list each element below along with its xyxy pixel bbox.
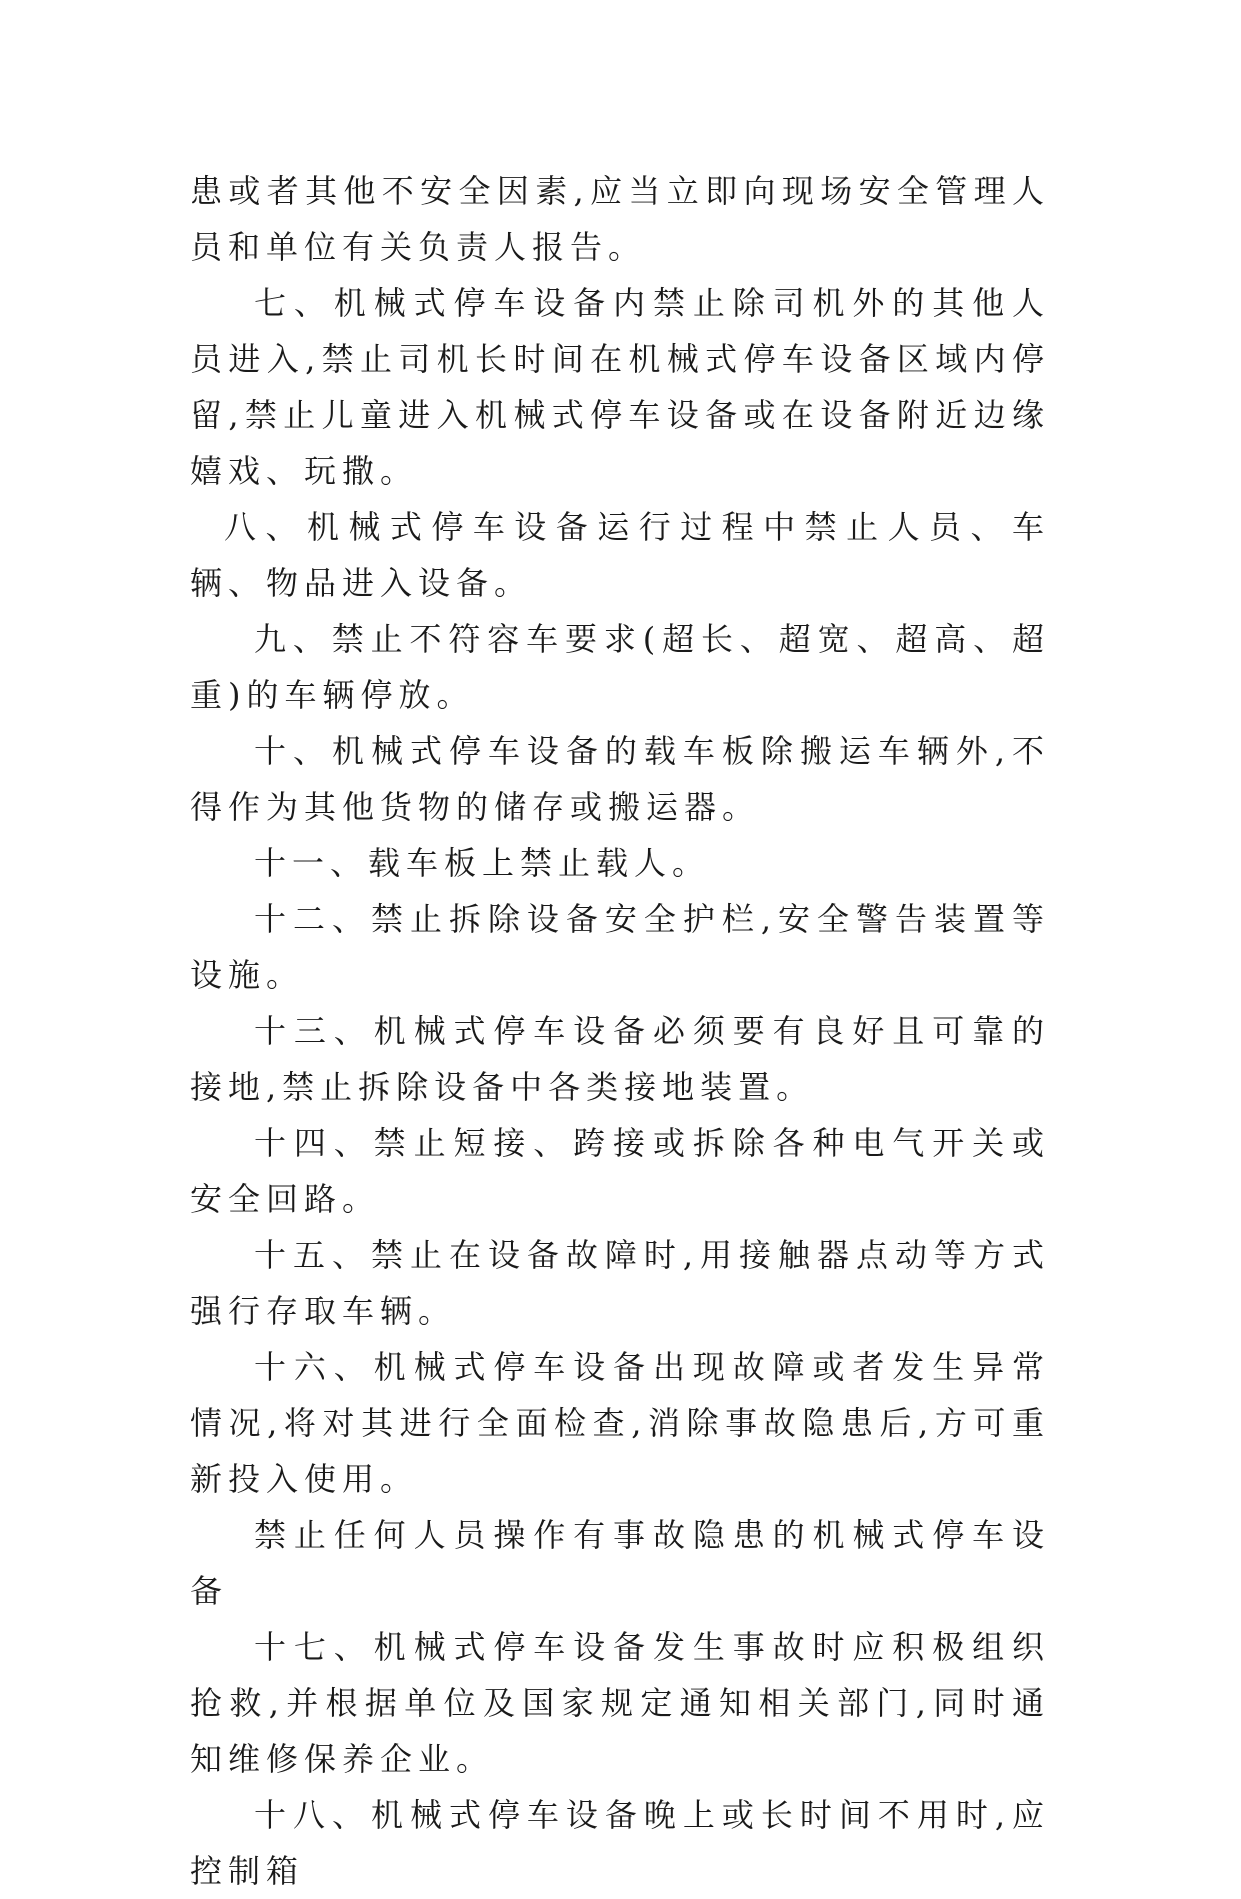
paragraph-continued: 患或者其他不安全因素,应当立即向现场安全管理人员和单位有关负责人报告。 bbox=[190, 172, 1050, 266]
paragraph-item-8: 八、机械式停车设备运行过程中禁止人员、车辆、物品进入设备。 bbox=[190, 508, 1050, 602]
paragraph-item-18: 十八、机械式停车设备晚上或长时间不用时,应控制箱 bbox=[190, 1796, 1050, 1890]
paragraph-item-14: 十四、禁止短接、跨接或拆除各种电气开关或安全回路。 bbox=[190, 1124, 1050, 1218]
paragraph-item-13: 十三、机械式停车设备必须要有良好且可靠的接地,禁止拆除设备中各类接地装置。 bbox=[190, 1012, 1050, 1106]
paragraph-warning: 禁止任何人员操作有事故隐患的机械式停车设备 bbox=[190, 1516, 1050, 1610]
paragraph-item-9: 九、禁止不符容车要求(超长、超宽、超高、超重)的车辆停放。 bbox=[190, 620, 1050, 714]
paragraph-item-11: 十一、载车板上禁止载人。 bbox=[254, 844, 711, 882]
paragraph-item-10: 十、机械式停车设备的载车板除搬运车辆外,不得作为其他货物的储存或搬运器。 bbox=[190, 732, 1050, 826]
paragraph-item-15: 十五、禁止在设备故障时,用接触器点动等方式强行存取车辆。 bbox=[190, 1236, 1050, 1330]
paragraph-item-12: 十二、禁止拆除设备安全护栏,安全警告装置等设施。 bbox=[190, 900, 1050, 994]
paragraph-item-7: 七、机械式停车设备内禁止除司机外的其他人员进入,禁止司机长时间在机械式停车设备区域内停留,禁止儿童进入机械式停车设备或在设备附近边缘嬉戏、玩撒。 bbox=[190, 284, 1050, 490]
document-body bbox=[190, 163, 1050, 1899]
paragraph-item-16: 十六、机械式停车设备出现故障或者发生异常情况,将对其进行全面检查,消除事故隐患后,方可重新投入使用。 bbox=[190, 1348, 1050, 1498]
paragraph-item-17: 十七、机械式停车设备发生事故时应积极组织抢救,并根据单位及国家规定通知相关部门,同时通知维修保养企业。 bbox=[190, 1628, 1050, 1778]
